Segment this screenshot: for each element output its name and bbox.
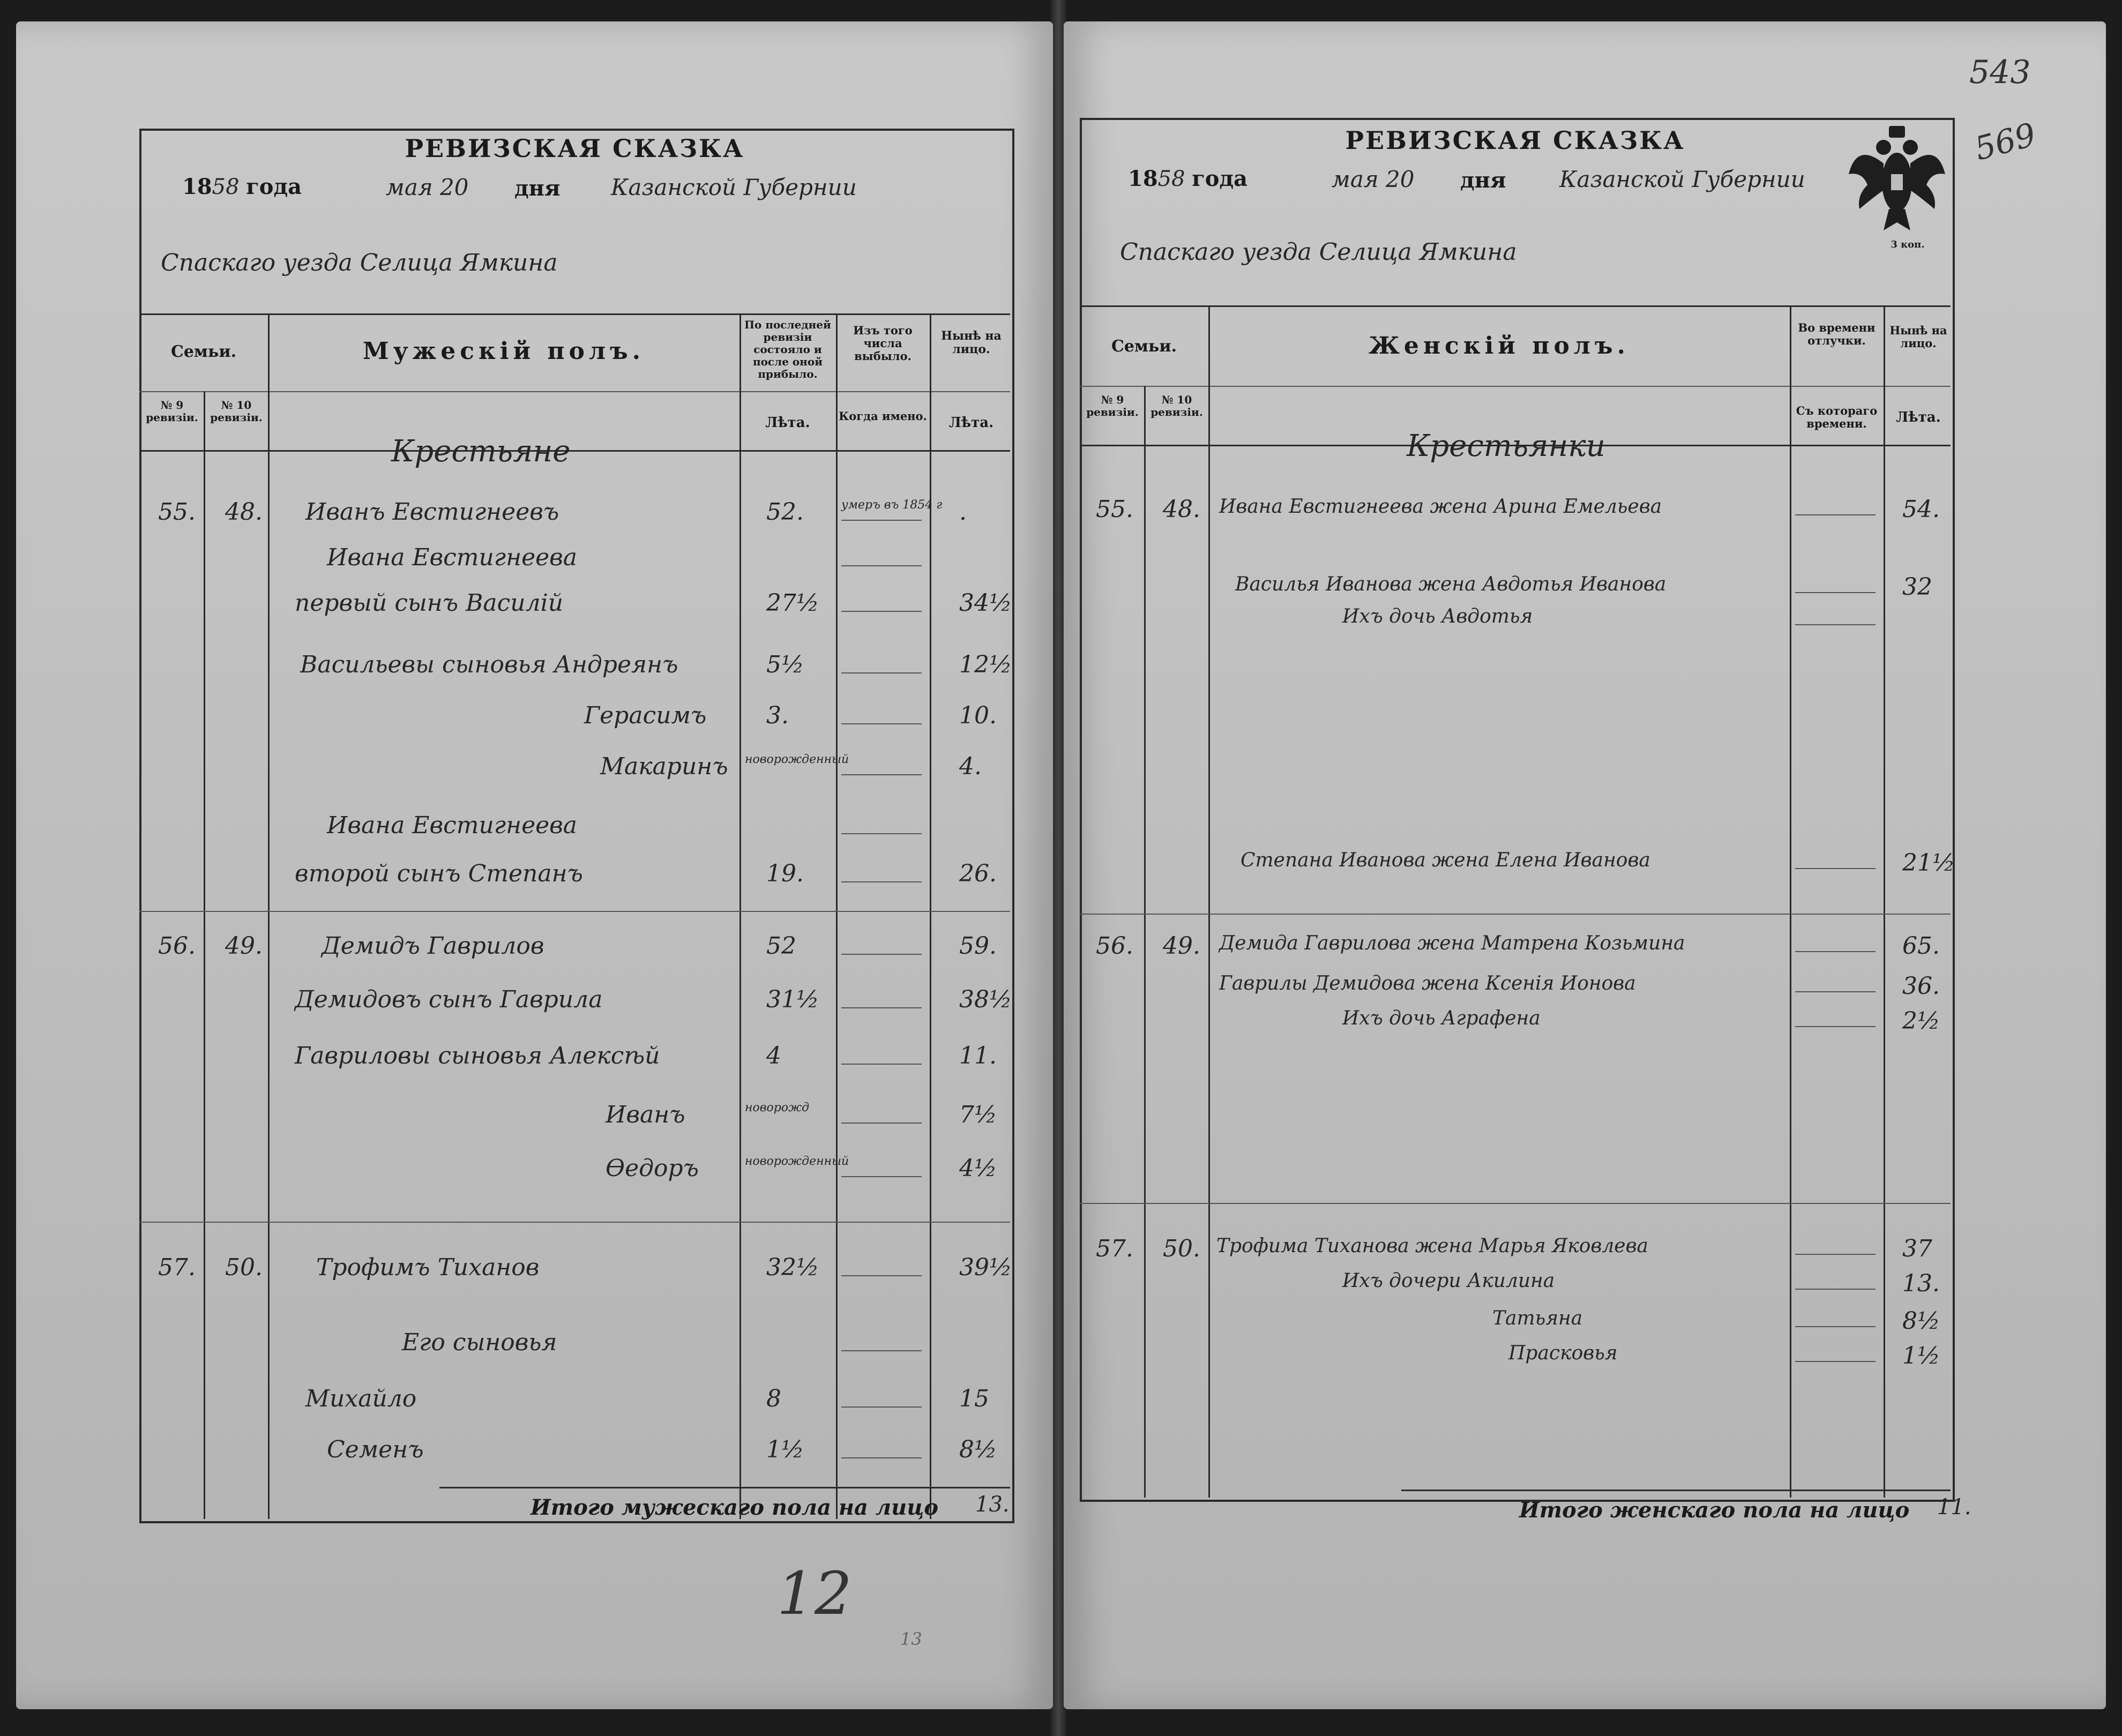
left-row-last-rev: 31½ xyxy=(766,986,819,1013)
right-header-rev10: № 10 ревизіи. xyxy=(1150,393,1203,418)
left-row-present: 10. xyxy=(959,702,997,729)
left-header-bottom-line xyxy=(139,450,1010,452)
left-row-rev10: 50. xyxy=(225,1254,263,1281)
left-col-line-4 xyxy=(836,313,838,1519)
right-family-separator-1 xyxy=(1080,914,1951,915)
left-family-separator-2 xyxy=(139,1222,1010,1223)
left-dateline: 1858 года xyxy=(182,174,302,199)
left-header-departed: Изъ того числа выбыло. xyxy=(853,324,913,363)
left-row-present: 8½ xyxy=(959,1436,997,1463)
eagle-stamp xyxy=(1846,121,1948,260)
left-row-dash xyxy=(841,1457,922,1458)
left-row-name: Ивана Евстигнеева xyxy=(327,812,577,839)
left-header-when: Когда имено. xyxy=(839,409,927,423)
right-row-present: 21½ xyxy=(1902,849,1955,877)
left-row-present: 59. xyxy=(959,932,997,960)
right-col-line-4 xyxy=(1884,305,1885,1498)
left-row-last-rev: новорожд xyxy=(745,1101,810,1114)
left-row-present: 7½ xyxy=(959,1101,997,1128)
left-header-families: Семьи. xyxy=(170,342,237,361)
left-row-present: 12½ xyxy=(959,651,1012,678)
right-category: Крестьянки xyxy=(1407,429,1605,463)
right-row-rev9: 56. xyxy=(1096,932,1133,960)
left-header-present-years: Лѣта. xyxy=(948,415,994,431)
left-row-name: Демидовъ сынъ Гаврила xyxy=(295,986,603,1013)
left-row-last-rev: 27½ xyxy=(766,589,819,617)
left-row-dash xyxy=(841,1007,922,1008)
right-row-present: 13. xyxy=(1902,1270,1940,1297)
left-row-dash xyxy=(841,1123,922,1124)
left-day-word: дня xyxy=(514,176,561,201)
right-header-present: Нынѣ на лицо. xyxy=(1889,324,1947,350)
left-row-present: 15 xyxy=(959,1385,989,1412)
left-title: РЕВИЗСКАЯ СКАЗКА xyxy=(405,134,745,163)
left-header-rev9: № 9 ревизіи. xyxy=(146,399,198,424)
right-row-dash xyxy=(1795,991,1876,992)
left-row-name: Демидъ Гаврилов xyxy=(322,932,544,960)
page-number-top2: 569 xyxy=(1970,116,2040,168)
left-gubernia-handwritten: Казанской Губернии xyxy=(611,174,857,200)
left-row-dash xyxy=(841,723,922,724)
right-row-dash xyxy=(1795,1026,1876,1027)
right-header-top-line xyxy=(1080,305,1951,307)
left-header-rev10: № 10 ревизіи. xyxy=(210,399,263,424)
left-row-dash xyxy=(841,833,922,834)
left-row-name: Ивана Евстигнеева xyxy=(327,544,577,571)
right-total-value: 11. xyxy=(1937,1495,1971,1520)
left-row-name: Герасимъ xyxy=(584,702,707,729)
left-col-line-3 xyxy=(739,313,741,1519)
right-row-dash xyxy=(1795,868,1876,869)
left-row-rev10: 48. xyxy=(225,498,263,526)
left-row-last-rev: 4 xyxy=(766,1042,781,1069)
right-header-families: Семьи. xyxy=(1111,337,1177,356)
left-row-name: Иванъ Евстигнеевъ xyxy=(305,498,559,526)
left-row-name: Его сыновья xyxy=(402,1329,557,1356)
right-dateline: 1858 года xyxy=(1128,166,1248,191)
right-row-name: Трофима Тиханова жена Марья Яковлева xyxy=(1216,1235,1648,1257)
right-col-line-3 xyxy=(1790,305,1791,1498)
right-row-name: Ихъ дочери Акилина xyxy=(1342,1270,1555,1292)
right-col-line-1 xyxy=(1144,386,1146,1498)
left-date-handwritten: мая 20 xyxy=(386,174,469,200)
left-row-present: 38½ xyxy=(959,986,1012,1013)
right-total-line xyxy=(1401,1490,1951,1491)
right-row-present: 2½ xyxy=(1902,1007,1940,1035)
left-row-present: 39½ xyxy=(959,1254,1012,1281)
left-row-dash xyxy=(841,1176,922,1177)
right-gubernia-handwritten: Казанской Губернии xyxy=(1559,166,1805,192)
right-header-present-years: Лѣта. xyxy=(1896,409,1941,425)
right-family-separator-2 xyxy=(1080,1203,1951,1204)
left-row-name: первый сынъ Василій xyxy=(295,589,564,617)
right-row-present: 36. xyxy=(1902,972,1940,1000)
right-row-rev9: 55. xyxy=(1096,496,1133,523)
right-row-dash xyxy=(1795,1361,1876,1362)
right-row-dash xyxy=(1795,514,1876,515)
right-row-dash xyxy=(1795,624,1876,625)
right-header-since-when: Съ котораго времени. xyxy=(1796,404,1878,431)
left-row-when: умеръ въ 1854 г xyxy=(841,498,943,512)
right-row-rev10: 48. xyxy=(1163,496,1200,523)
left-row-name: Михайло xyxy=(305,1385,417,1412)
left-header-last-rev: По последней ревизіи состояло и после оной прибыло. xyxy=(744,318,831,380)
right-row-name: Гаврилы Демидова жена Ксенія Ионова xyxy=(1219,972,1636,994)
left-row-last-rev: 1½ xyxy=(766,1436,804,1463)
folio-bottom-small: 13 xyxy=(900,1629,922,1649)
left-row-last-rev: 52 xyxy=(766,932,796,960)
left-row-name: Гавриловы сыновья Алексѣй xyxy=(295,1042,660,1069)
right-row-present: 32 xyxy=(1902,573,1932,601)
right-row-dash xyxy=(1795,1289,1876,1290)
right-row-name: Василья Иванова жена Авдотья Иванова xyxy=(1235,573,1667,595)
left-total-label: Итого мужескаго пола на лицо xyxy=(530,1495,939,1520)
left-row-present: 4. xyxy=(959,753,982,780)
right-row-present: 1½ xyxy=(1902,1342,1940,1370)
left-total-value: 13. xyxy=(975,1492,1010,1517)
left-row-dash xyxy=(841,672,922,674)
left-row-name: Иванъ xyxy=(606,1101,685,1128)
left-family-separator-1 xyxy=(139,911,1010,912)
left-row-present: 26. xyxy=(959,860,997,887)
left-row-dash xyxy=(841,774,922,775)
left-header-top-line xyxy=(139,313,1010,315)
left-row-name: Васильевы сыновья Андреянъ xyxy=(300,651,678,678)
right-row-name: Ихъ дочь Авдотья xyxy=(1342,605,1533,627)
left-row-present: 34½ xyxy=(959,589,1012,617)
left-uezd-handwritten: Спаскаго уезда Селица Ямкина xyxy=(161,249,558,276)
right-day-word: дня xyxy=(1460,168,1506,193)
left-row-name: Семенъ xyxy=(327,1436,424,1463)
right-col-line-2 xyxy=(1208,305,1210,1498)
left-row-last-rev: новорожденный xyxy=(745,753,849,766)
right-row-present: 8½ xyxy=(1902,1307,1940,1335)
right-header-sub-line xyxy=(1080,386,1951,387)
left-header-present: Нынѣ на лицо. xyxy=(941,329,1002,357)
right-header-since-rev: Во времени отлучки. xyxy=(1798,321,1876,348)
left-row-dash xyxy=(841,565,922,566)
folio-bottom: 12 xyxy=(777,1559,852,1628)
left-row-dash xyxy=(841,1350,922,1351)
right-header-sex: Женскій полъ. xyxy=(1369,332,1630,360)
right-row-dash xyxy=(1795,592,1876,593)
left-row-dash xyxy=(841,520,922,521)
left-col-line-2 xyxy=(268,313,270,1519)
right-row-name: Ихъ дочь Аграфена xyxy=(1342,1007,1541,1029)
left-row-last-rev: 19. xyxy=(766,860,804,887)
left-category: Крестьяне xyxy=(391,434,571,469)
left-row-name: Трофимъ Тиханов xyxy=(316,1254,540,1281)
left-row-last-rev: 8 xyxy=(766,1385,781,1412)
left-row-last-rev: 52. xyxy=(766,498,804,526)
right-row-present: 54. xyxy=(1902,496,1940,523)
page-number-top: 543 xyxy=(1969,54,2031,91)
left-row-dash xyxy=(841,1275,922,1276)
right-header-rev9: № 9 ревизіи. xyxy=(1086,393,1139,418)
left-header-sub-line xyxy=(139,391,1010,392)
right-title: РЕВИЗСКАЯ СКАЗКА xyxy=(1345,126,1685,155)
left-row-rev9: 56. xyxy=(158,932,196,960)
left-col-line-1 xyxy=(204,391,205,1519)
left-total-line xyxy=(439,1487,1010,1488)
left-row-dash xyxy=(841,881,922,882)
eagle-emblem-icon xyxy=(1846,121,1948,238)
right-row-present: 37 xyxy=(1902,1235,1932,1262)
right-row-name: Татьяна xyxy=(1492,1307,1583,1329)
right-page xyxy=(1064,21,2106,1709)
right-row-name: Степана Иванова жена Елена Иванова xyxy=(1241,849,1650,871)
left-row-name: Макаринъ xyxy=(600,753,728,780)
left-row-last-rev: 5½ xyxy=(766,651,804,678)
right-row-rev10: 50. xyxy=(1163,1235,1200,1262)
left-row-name: Ѳедоръ xyxy=(606,1155,699,1182)
left-row-last-rev: 3. xyxy=(766,702,789,729)
left-row-dash xyxy=(841,611,922,612)
left-row-present: 11. xyxy=(959,1042,997,1069)
right-row-rev9: 57. xyxy=(1096,1235,1133,1262)
left-row-last-rev: новорожденный xyxy=(745,1155,849,1168)
left-row-dash xyxy=(841,1064,922,1065)
left-row-present: 4½ xyxy=(959,1155,997,1182)
right-row-name: Демида Гаврилова жена Матрена Козьмина xyxy=(1219,932,1685,954)
stamp-label: 3 коп. xyxy=(1891,239,1925,250)
left-row-rev9: 57. xyxy=(158,1254,196,1281)
left-header-sex: Мужескій полъ. xyxy=(362,338,645,365)
left-row-present: . xyxy=(959,498,967,526)
right-row-present: 65. xyxy=(1902,932,1940,960)
left-col-line-5 xyxy=(930,313,931,1519)
right-uezd-handwritten: Спаскаго уезда Селица Ямкина xyxy=(1120,238,1517,266)
left-page xyxy=(16,21,1053,1709)
right-row-name: Ивана Евстигнеева жена Арина Емельева xyxy=(1219,496,1662,518)
left-header-years: Лѣта. xyxy=(765,415,810,431)
left-row-dash xyxy=(841,1406,922,1408)
right-row-dash xyxy=(1795,1326,1876,1327)
left-row-name: второй сынъ Степанъ xyxy=(295,860,583,887)
right-row-name: Прасковья xyxy=(1508,1342,1618,1364)
left-row-last-rev: 32½ xyxy=(766,1254,819,1281)
right-total-label: Итого женскаго пола на лицо xyxy=(1519,1498,1910,1523)
left-row-rev9: 55. xyxy=(158,498,196,526)
left-row-dash xyxy=(841,954,922,955)
right-row-rev10: 49. xyxy=(1163,932,1200,960)
right-row-dash xyxy=(1795,951,1876,952)
right-row-dash xyxy=(1795,1254,1876,1255)
right-date-handwritten: мая 20 xyxy=(1332,166,1415,192)
left-row-rev10: 49. xyxy=(225,932,263,960)
